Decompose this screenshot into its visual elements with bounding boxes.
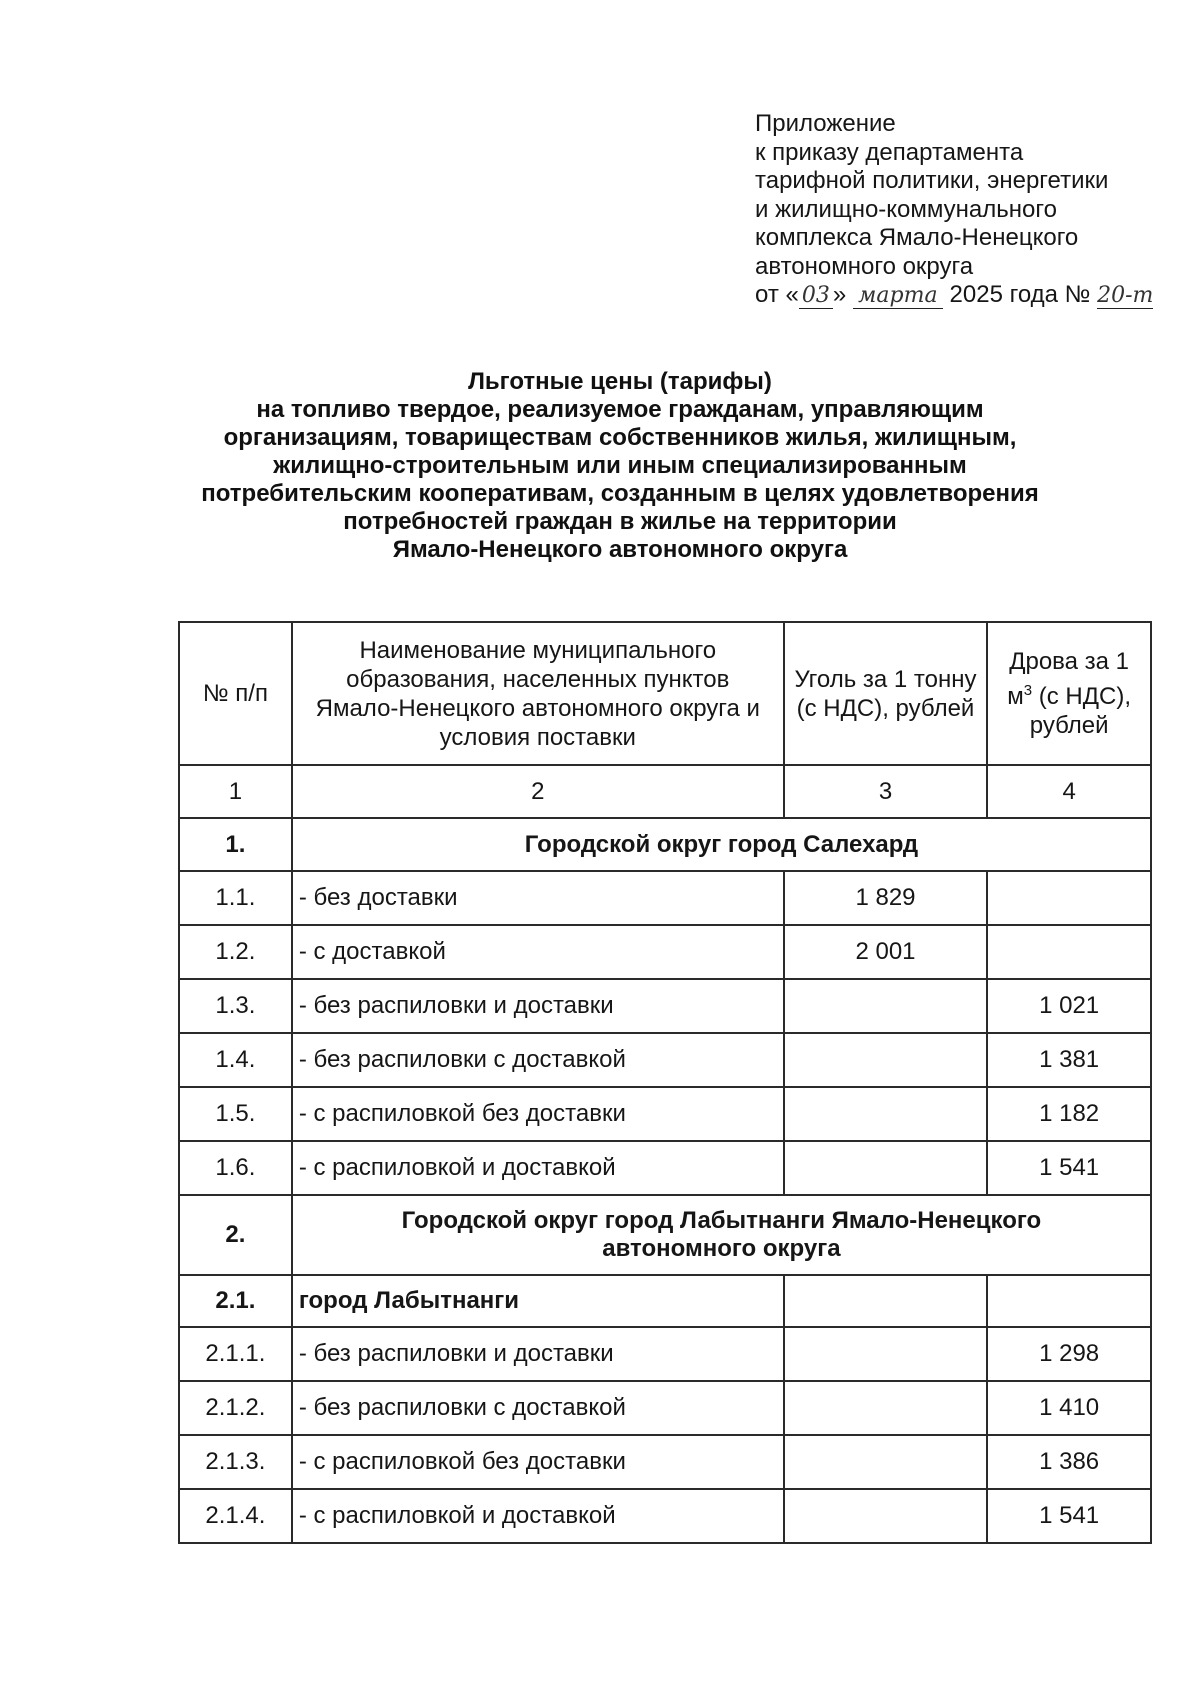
wood-price: 1 298 [987, 1327, 1151, 1381]
appendix-line: тарифной политики, энергетики [755, 167, 1109, 194]
wood-price: 1 410 [987, 1381, 1151, 1435]
header-number: № п/п [179, 622, 292, 765]
row-name: - с доставкой [292, 925, 784, 979]
date-month: марта [853, 284, 943, 309]
row-number: 2. [179, 1195, 292, 1275]
wood-price: 1 386 [987, 1435, 1151, 1489]
row-name: - с распиловкой без доставки [292, 1435, 784, 1489]
table-row [179, 1275, 1151, 1327]
header-wood-post: (с НДС), рублей [1029, 683, 1132, 739]
document-title [120, 368, 1120, 564]
row-number: 1.3. [179, 979, 292, 1033]
row-name: - с распиловкой и доставкой [292, 1489, 784, 1543]
header-wood-pre: Дрова за 1 м [1007, 648, 1130, 710]
coal-price [784, 1435, 988, 1489]
coal-price [784, 1381, 988, 1435]
appendix-line: и жилищно-коммунального [755, 195, 1057, 223]
table-row [179, 1489, 1151, 1543]
title-line: потребительским кооперативам, созданным в целях удовлетворения [201, 480, 1039, 507]
title-line: на топливо твердое, реализуемое гражданам, управляющим [256, 396, 984, 423]
coal-price [784, 1087, 988, 1141]
row-name: - без доставки [292, 871, 784, 925]
table-row [179, 1033, 1151, 1087]
table-row [179, 871, 1151, 925]
column-number: 2 [292, 765, 784, 818]
row-number: 2.1.4. [179, 1489, 292, 1543]
row-number: 1.4. [179, 1033, 292, 1087]
row-number: 1.2. [179, 925, 292, 979]
row-number: 2.1.1. [179, 1327, 292, 1381]
row-number: 1.6. [179, 1141, 292, 1195]
wood-price: 1 541 [987, 1489, 1151, 1543]
row-name: - с распиловкой без доставки [292, 1087, 784, 1141]
row-number: 1.1. [179, 871, 292, 925]
table-header-row [179, 622, 1151, 765]
wood-price: 1 381 [987, 1033, 1151, 1087]
row-name: - без распиловки с доставкой [292, 1033, 784, 1087]
section-name: Городской округ город Салехард [292, 818, 1151, 871]
table-row [179, 1195, 1151, 1275]
order-date-line [755, 281, 1175, 310]
wood-price [987, 1275, 1151, 1327]
header-wood-sup: 3 [1023, 682, 1033, 699]
subsection-name: город Лабытнанги [292, 1275, 784, 1327]
title-line: жилищно-строительным или иным специализированным [273, 452, 967, 479]
title-line: потребностей граждан в жилье на территории [343, 508, 897, 535]
appendix-line: автономного округа [755, 252, 974, 280]
row-number: 2.1. [179, 1275, 292, 1327]
table-row [179, 925, 1151, 979]
coal-price [784, 979, 988, 1033]
header-wood [987, 622, 1151, 765]
date-mid: » [832, 281, 847, 308]
wood-price [987, 925, 1151, 979]
wood-price: 1 541 [987, 1141, 1151, 1195]
table-row [179, 818, 1151, 871]
table-row [179, 1327, 1151, 1381]
wood-price: 1 182 [987, 1087, 1151, 1141]
coal-price: 2 001 [784, 925, 988, 979]
tariff-table [178, 621, 1152, 1544]
row-number: 2.1.3. [179, 1435, 292, 1489]
appendix-block [755, 110, 1175, 310]
row-name: - без распиловки с доставкой [292, 1381, 784, 1435]
row-number: 1.5. [179, 1087, 292, 1141]
appendix-line: Приложение [755, 110, 896, 137]
coal-price [784, 1033, 988, 1087]
row-number: 1. [179, 818, 292, 871]
section-name: Городской округ город Лабытнанги Ямало-Ненецкого автономного округа [292, 1195, 1151, 1275]
table-row [179, 1141, 1151, 1195]
row-number: 2.1.2. [179, 1381, 292, 1435]
row-name: - без распиловки и доставки [292, 979, 784, 1033]
appendix-line: комплекса Ямало-Ненецкого [755, 224, 1079, 251]
column-number: 1 [179, 765, 292, 818]
column-number: 4 [987, 765, 1151, 818]
title-line: Ямало-Ненецкого автономного округа [392, 536, 848, 563]
table-row [179, 1435, 1151, 1489]
table-row [179, 1087, 1151, 1141]
title-line: Льготные цены (тарифы) [468, 368, 772, 395]
title-line: организациям, товариществам собственников жилья, жилищным, [223, 424, 1017, 451]
date-day: 03 [799, 284, 833, 309]
order-number: 20-т [1097, 283, 1154, 308]
coal-price [784, 1489, 988, 1543]
coal-price [784, 1327, 988, 1381]
header-coal: Уголь за 1 тонну (с НДС), рублей [784, 622, 988, 765]
wood-price [987, 871, 1151, 925]
appendix-line: к приказу департамента [755, 138, 1024, 166]
coal-price [784, 1275, 988, 1327]
wood-price: 1 021 [987, 979, 1151, 1033]
date-prefix: от « [755, 281, 799, 308]
coal-price [784, 1141, 988, 1195]
table-row [179, 1381, 1151, 1435]
row-name: - с распиловкой и доставкой [292, 1141, 784, 1195]
coal-price: 1 829 [784, 871, 988, 925]
column-number-row [179, 765, 1151, 818]
table-row [179, 979, 1151, 1033]
date-year: 2025 года № [949, 281, 1091, 308]
header-municipality: Наименование муниципального образования, населенных пунктов Ямало-Ненецкого автономного округа и условия поставки [292, 622, 784, 765]
row-name: - без распиловки и доставки [292, 1327, 784, 1381]
column-number: 3 [784, 765, 988, 818]
